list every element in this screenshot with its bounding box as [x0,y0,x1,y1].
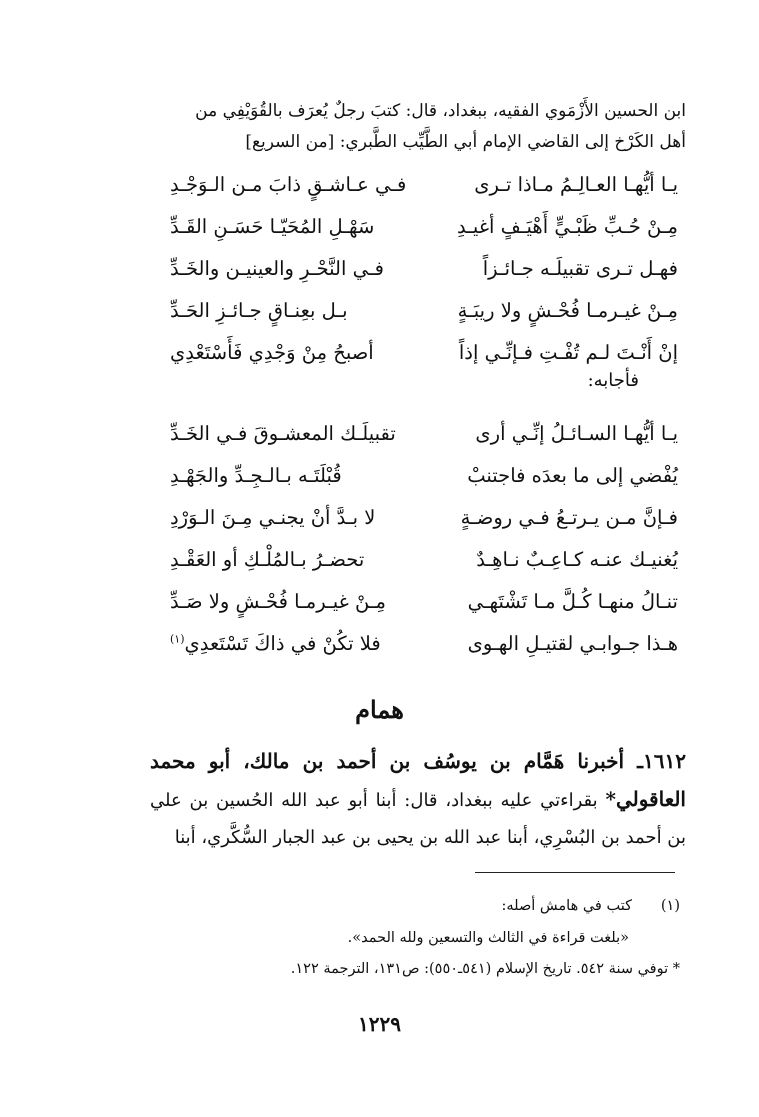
second-hemistich: بـل بعِنـاقٍ جـائـزِ الحَـدِّ [170,298,348,322]
second-hemistich: سَهْـلِ المُحَيّـا حَسَـنِ القَـدِّ [170,214,375,238]
verse-line [170,412,678,454]
section-heading: همام [355,695,404,724]
second-hemistich: قُبْلَتَـه بـالـجِـدِّ والجَهْـدِ [170,463,342,487]
intro-line-2-text: أهل الكَرْخ إلى القاضي الإمام أبي الطَّيِّب الطَّبري: [339,132,686,152]
first-hemistich: إنْ أَنْـتَ لـم تُفْـتِ فـإنِّـي إذاً [458,340,678,364]
verse-line [170,538,678,580]
second-hemistich: فـي عـاشـقٍ ذابَ مـن الـوَجْـدِ [170,172,407,196]
verse-line [170,163,678,205]
first-hemistich: تنـالُ منهـا كُـلَّ مـا تَشْتَهـي [467,589,678,613]
first-hemistich: فـإنَّ مـن يـرتـعُ فـي روضـةٍ [460,505,678,529]
footnote-divider [475,872,675,873]
footnote-quote: «بلغت قراءة في الثالث والتسعين ولله الحمد». [347,930,629,946]
second-hemistich [170,632,381,655]
entry-star: * [605,787,616,811]
second-hemistich: فـي النَّحْـرِ والعينيـن والخَـدِّ [170,256,384,280]
entry-paragraph [150,743,686,856]
intro-paragraph [150,96,686,158]
meter-label: [من السريع] [245,132,335,152]
poem-answer [170,412,678,664]
second-hemistich: تقبيلَـك المعشـوقَ فـي الخَـدِّ [170,421,396,445]
footnote-marker[interactable]: (١) [170,632,185,645]
poem-question [170,163,678,373]
verse-line [170,205,678,247]
intro-line-1: ابن الحسين الأَزْمَوي الفقيه، ببغداد، قال: كتبَ رجلٌ يُعرَف بالقُوَيْفِي من [195,101,686,121]
first-hemistich: يُغنيـك عنـه كـاعِـبٌ نـاهِـدٌ [476,547,678,571]
intro-line-2 [150,127,686,158]
footnote-biography: * توفي سنة ٥٤٢. تاريخ الإسلام (٥٤١ـ٥٥٠): ص١٣١، الترجمة ١٢٢. [290,961,680,977]
footnote-1 [150,898,680,914]
verse-line [170,247,678,289]
first-hemistich: يُفْضي إلى ما بعدَه فاجتنبْ [467,463,678,487]
entry-number-name: ١٦١٢ـ أخبرنا هَمَّام بن يوسُف بن أحمد بن مالك، أبو محمد العاقولي [150,749,686,811]
footnote-number: (١) [660,898,680,914]
second-hemistich: لا بـدَّ أنْ يجنـي مِـنَ الـوَرْدِ [170,505,376,529]
first-hemistich: مِـنْ حُـبِّ ظَبْـيٍّ أَهْيَـفٍ أغيـدِ [456,214,678,238]
page-number: ١٢٢٩ [358,1012,401,1036]
verse-line [170,496,678,538]
verse-line [170,622,678,664]
first-hemistich: يـا أيُّهـا العـالِـمُ مـاذا تـرى [474,172,678,196]
first-hemistich: مِـنْ غيـرمـا فُحْـشٍ ولا ريبَـةٍ [457,298,678,322]
first-hemistich: هـذا جـوابـي لقتيـلِ الهـوى [467,631,678,655]
verse-line [170,454,678,496]
second-hemistich: تحضـرُ بـالمُلْـكِ أو العَقْـدِ [170,547,365,571]
second-hemistich: مِـنْ غيـرمـا فُحْـشٍ ولا صَـدِّ [170,589,386,613]
verse-line [170,331,678,373]
second-hemistich: أصبحُ مِنْ وَجْدِي فَأَسْتَعْدِي [170,340,374,364]
reply-label: فأجابه: [587,370,639,391]
verse-line [170,289,678,331]
footnote-text: كتب في هامش أصله: [501,898,632,914]
first-hemistich: فهـل تـرى تقبيلَـه جـائـزاً [482,256,678,280]
entry-body: بقراءتي عليه ببغداد، قال: أبنا أبو عبد الله الحُسين بن علي بن أحمد بن البُسْرِي، أبنا عبد الله بن يحيى بن عبد الجبار السُّكَّري، أبنا [150,790,686,848]
first-hemistich: يـا أيُّهـا السـائـلُ إنِّـي أرى [475,421,678,445]
verse-line [170,580,678,622]
hemistich-text: فلا تكُنْ في ذاكَ تَسْتَعدِي [184,631,381,655]
